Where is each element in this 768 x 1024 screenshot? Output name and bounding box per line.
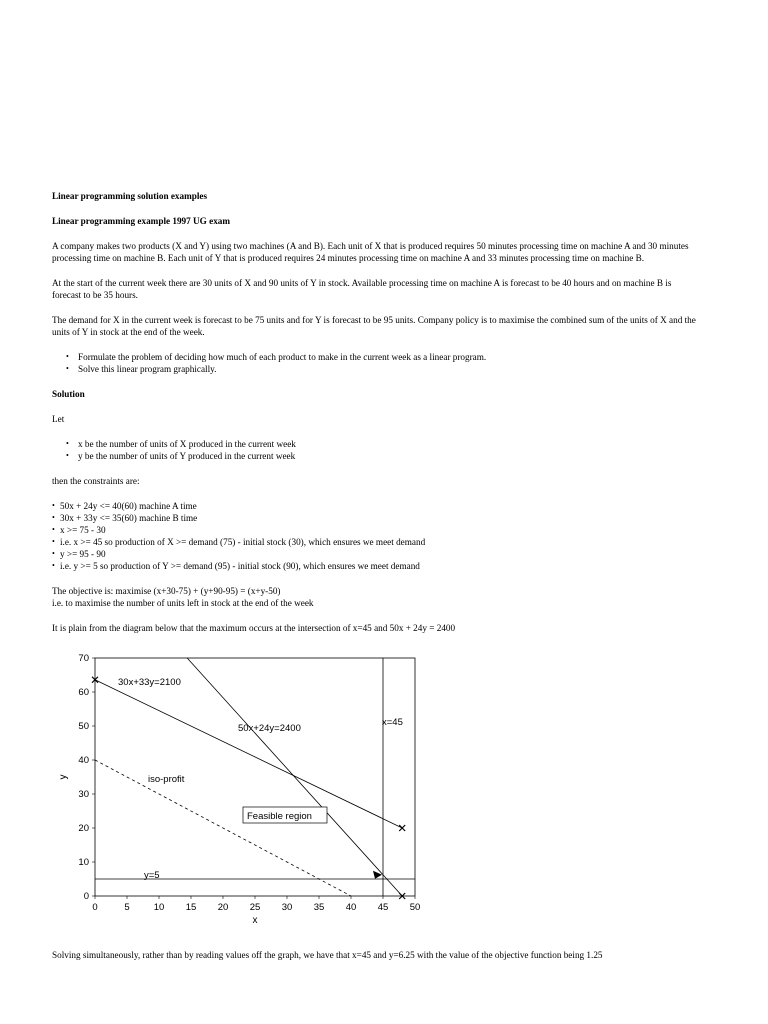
x-tick-label: 10 <box>153 902 165 913</box>
plot-frame <box>95 658 415 896</box>
example-heading: Linear programming example 1997 UG exam <box>52 216 231 226</box>
constraint-item: • i.e. x >= 45 so production of X >= demand (75) - initial stock (30), which ensures we meet demand <box>52 536 702 548</box>
objective-line-2: i.e. to maximise the number of units left in stock at the end of the week <box>52 598 314 608</box>
y-axis-label: y <box>58 774 69 780</box>
variable-item: • x be the number of units of X produced in the current week <box>52 438 702 450</box>
annotation-x45: x=45 <box>382 717 403 728</box>
y-tick-label: 20 <box>78 823 89 834</box>
intercept-marker <box>399 825 405 831</box>
diagram-intro: It is plain from the diagram below that the maximum occurs at the intersection of x=45 and 50x + 24y = 2400 <box>52 623 456 633</box>
lp-chart-svg <box>50 650 430 940</box>
y-tick-label: 50 <box>78 721 89 732</box>
x-tick-label: 50 <box>409 902 421 913</box>
y-tick-label: 60 <box>78 687 89 698</box>
y-tick-label: 70 <box>78 653 89 664</box>
lp-chart <box>50 650 430 940</box>
x-tick-label: 15 <box>185 902 197 913</box>
x-tick-label: 45 <box>377 902 389 913</box>
final-solution-text: Solving simultaneously, rather than by reading values off the graph, we have that x=45 and y=6.25 with the value of the objective function being 1.25 <box>52 950 603 961</box>
x-tick-label: 30 <box>281 902 293 913</box>
let-text: Let <box>52 414 65 424</box>
task-item: • Formulate the problem of deciding how much of each product to make in the current week as a linear program. <box>52 351 702 363</box>
constraints-intro: then the constraints are: <box>52 476 140 486</box>
final-solution <box>52 940 702 970</box>
y-tick-label: 30 <box>78 789 89 800</box>
x-tick-label: 5 <box>124 902 130 913</box>
constraint-item: • 30x + 33y <= 35(60) machine B time <box>52 512 702 524</box>
annotation-machine-a: 50x+24y=2400 <box>238 723 301 734</box>
variable-list <box>52 438 702 462</box>
document-title: Linear programming solution examples <box>52 191 208 201</box>
variable-item: • y be the number of units of Y produced in the current week <box>52 450 702 462</box>
x-tick-label: 40 <box>345 902 357 913</box>
document-body <box>52 190 702 634</box>
annotation-iso-profit: iso-profit <box>148 774 185 785</box>
constraint-item: • 50x + 24y <= 40(60) machine A time <box>52 500 702 512</box>
annotation-feasible-region: Feasible region <box>247 811 312 822</box>
task-list <box>52 351 702 375</box>
objective-line-1: The objective is: maximise (x+30-75) + (y+90-95) = (x+y-50) <box>52 586 281 596</box>
constraint-item: • i.e. y >= 5 so production of Y >= demand (95) - initial stock (90), which ensures we meet demand <box>52 560 702 572</box>
x-tick-label: 25 <box>249 902 261 913</box>
y-tick-label: 40 <box>78 755 89 766</box>
x-tick-label: 35 <box>313 902 325 913</box>
x-tick-label: 0 <box>92 902 98 913</box>
constraint-item: • x >= 75 - 30 <box>52 524 702 536</box>
y-tick-label: 0 <box>83 891 89 902</box>
constraint-list <box>52 500 702 572</box>
problem-paragraph-3: The demand for X in the current week is forecast to be 75 units and for Y is forecast to be 95 units. Company policy is to maximise the combined sum of the units of X and the units of Y in stock at the end of the week. <box>52 315 696 337</box>
task-item: • Solve this linear program graphically. <box>52 363 702 375</box>
machine-a-line <box>187 658 402 896</box>
annotation-y5: y=5 <box>144 870 160 881</box>
problem-paragraph-2: At the start of the current week there are 30 units of X and 90 units of Y in stock. Available processing time on machine A is forecast to be 40 hours and on machine B is forecast to be 35 hours. <box>52 278 672 300</box>
solution-heading: Solution <box>52 389 85 399</box>
y-tick-label: 10 <box>78 857 89 868</box>
x-axis-label: x <box>252 915 258 926</box>
constraint-item: • y >= 95 - 90 <box>52 548 702 560</box>
problem-paragraph-1: A company makes two products (X and Y) using two machines (A and B). Each unit of X that is produced requires 50 minutes processing time on machine A and 30 minutes processing time on machine B. Each unit of Y that is produced requires 24 minutes processing time on machine A and 33 minutes processing time on machine B. <box>52 241 689 263</box>
machine-b-line <box>95 680 402 828</box>
annotation-machine-b: 30x+33y=2100 <box>118 677 181 688</box>
x-tick-label: 20 <box>217 902 229 913</box>
iso-profit-line <box>95 760 351 896</box>
